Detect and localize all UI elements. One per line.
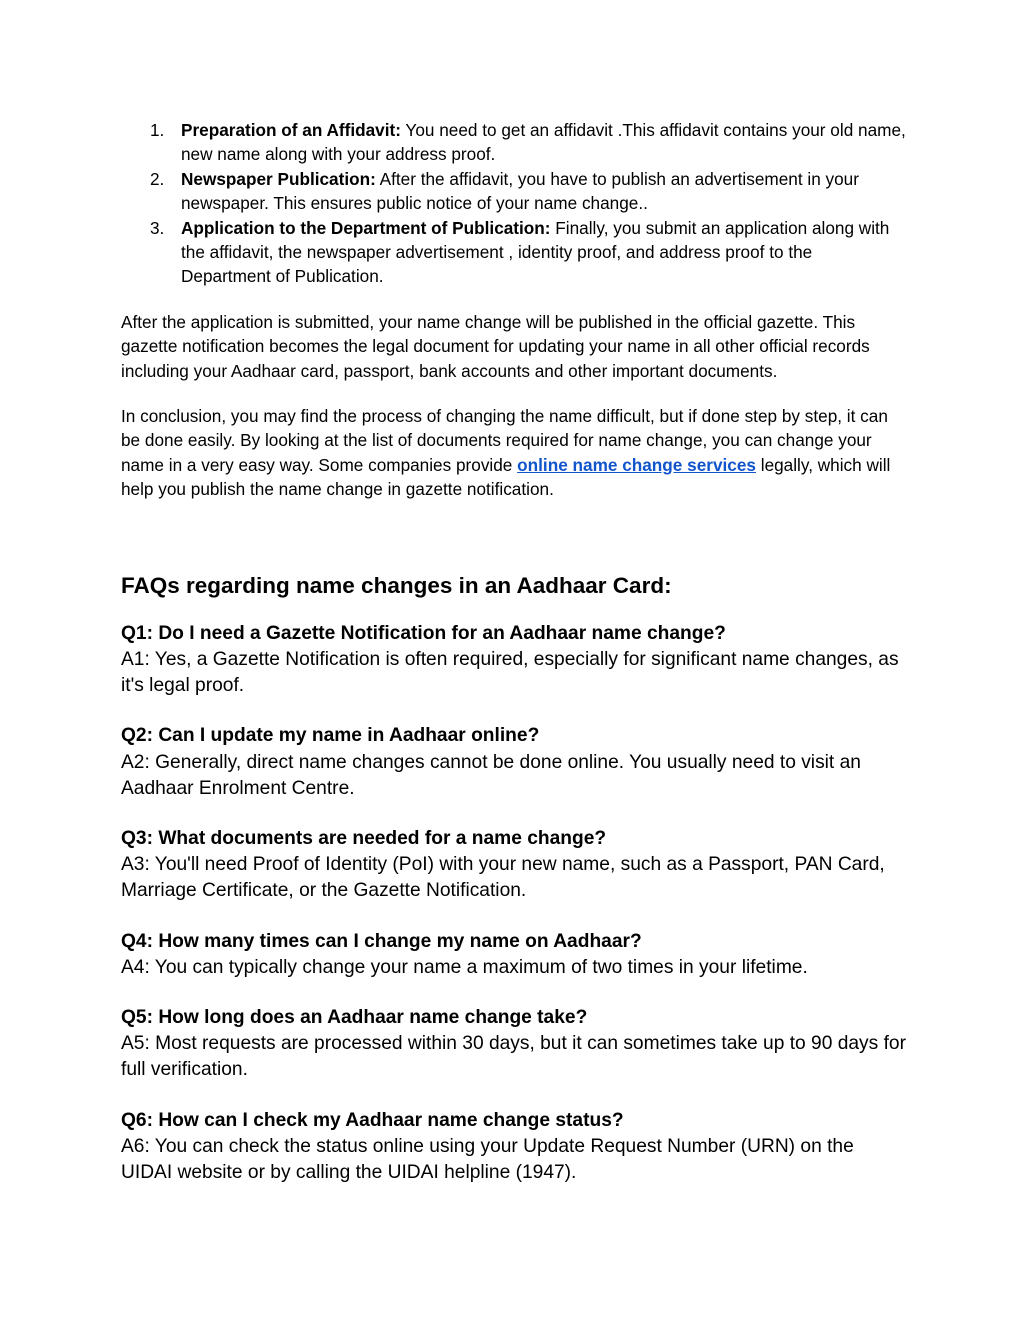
- conclusion-text-before: In conclusion, you may find the process of changing the name difficult, but if done step by step, it can be done easily. By looking at the list of documents required for name change, you can change your name in a very easy way. Some companies provide: [121, 406, 888, 475]
- document-page: [121, 118, 906, 1186]
- faq-item: [121, 621, 906, 700]
- faq-item: [121, 723, 906, 802]
- faq-answer: A6: You can check the status online using your Update Request Number (URN) on the UIDAI website or by calling the UIDAI helpline (1947).: [121, 1135, 854, 1183]
- step-text: After the affidavit, you have to publish an advertisement in your newspaper. This ensures public notice of your name change..: [181, 168, 859, 214]
- faq-heading: FAQs regarding name changes in an Aadhaar Card:: [121, 572, 672, 598]
- list-item: [121, 118, 906, 167]
- faq-answer: A3: You'll need Proof of Identity (PoI) with your new name, such as a Passport, PAN Card, Marriage Certificate, or the Gazette Notification.: [121, 854, 885, 902]
- step-title: Application to the Department of Publication:: [181, 217, 551, 238]
- conclusion-paragraph: [121, 404, 906, 502]
- faq-question: Q2: Can I update my name in Aadhaar online?: [121, 725, 540, 747]
- faq-answer: A2: Generally, direct name changes cannot be done online. You usually need to visit an Aadhaar Enrolment Centre.: [121, 751, 861, 799]
- step-title: Preparation of an Affidavit:: [181, 120, 401, 140]
- step-text: Finally, you submit an application along with the affidavit, the newspaper advertisement , identity proof, and address proof to the Department of Publication.: [181, 217, 890, 287]
- faq-question: Q5: How long does an Aadhaar name change take?: [121, 1006, 588, 1028]
- list-number: 3.: [150, 217, 165, 238]
- faq-answer: A5: Most requests are processed within 30 days, but it can sometimes take up to 90 days for full verification.: [121, 1033, 906, 1081]
- conclusion-text-after: legally, which will help you publish the name change in gazette notification.: [121, 454, 891, 500]
- faq-item: [121, 1108, 906, 1187]
- list-item: [121, 167, 906, 216]
- step-text: You need to get an affidavit .This affidavit contains your old name, new name along with your address proof.: [181, 120, 906, 165]
- faq-item: [121, 929, 906, 981]
- faq-answer: A4: You can typically change your name a maximum of two times in your lifetime.: [121, 956, 808, 978]
- list-item: [121, 216, 906, 289]
- faq-item: [121, 826, 906, 905]
- faq-question: Q6: How can I check my Aadhaar name change status?: [121, 1109, 624, 1131]
- step-title: Newspaper Publication:: [181, 168, 376, 189]
- faq-question: Q3: What documents are needed for a name change?: [121, 827, 607, 849]
- gazette-paragraph: After the application is submitted, your name change will be published in the official gazette. This gazette notification becomes the legal document for updating your name in all other official records including your Aadhaar card, passport, bank accounts and other important documents.: [121, 311, 870, 381]
- list-number: 2.: [150, 168, 165, 189]
- list-number: 1.: [150, 120, 165, 140]
- faq-question: Q1: Do I need a Gazette Notification for an Aadhaar name change?: [121, 622, 726, 644]
- faq-question: Q4: How many times can I change my name on Aadhaar?: [121, 930, 642, 952]
- online-name-change-services-link[interactable]: online name change services: [517, 454, 756, 475]
- faq-answer: A1: Yes, a Gazette Notification is often required, especially for significant name changes, as it's legal proof.: [121, 648, 899, 697]
- process-steps-list: [121, 118, 906, 289]
- faq-item: [121, 1005, 906, 1084]
